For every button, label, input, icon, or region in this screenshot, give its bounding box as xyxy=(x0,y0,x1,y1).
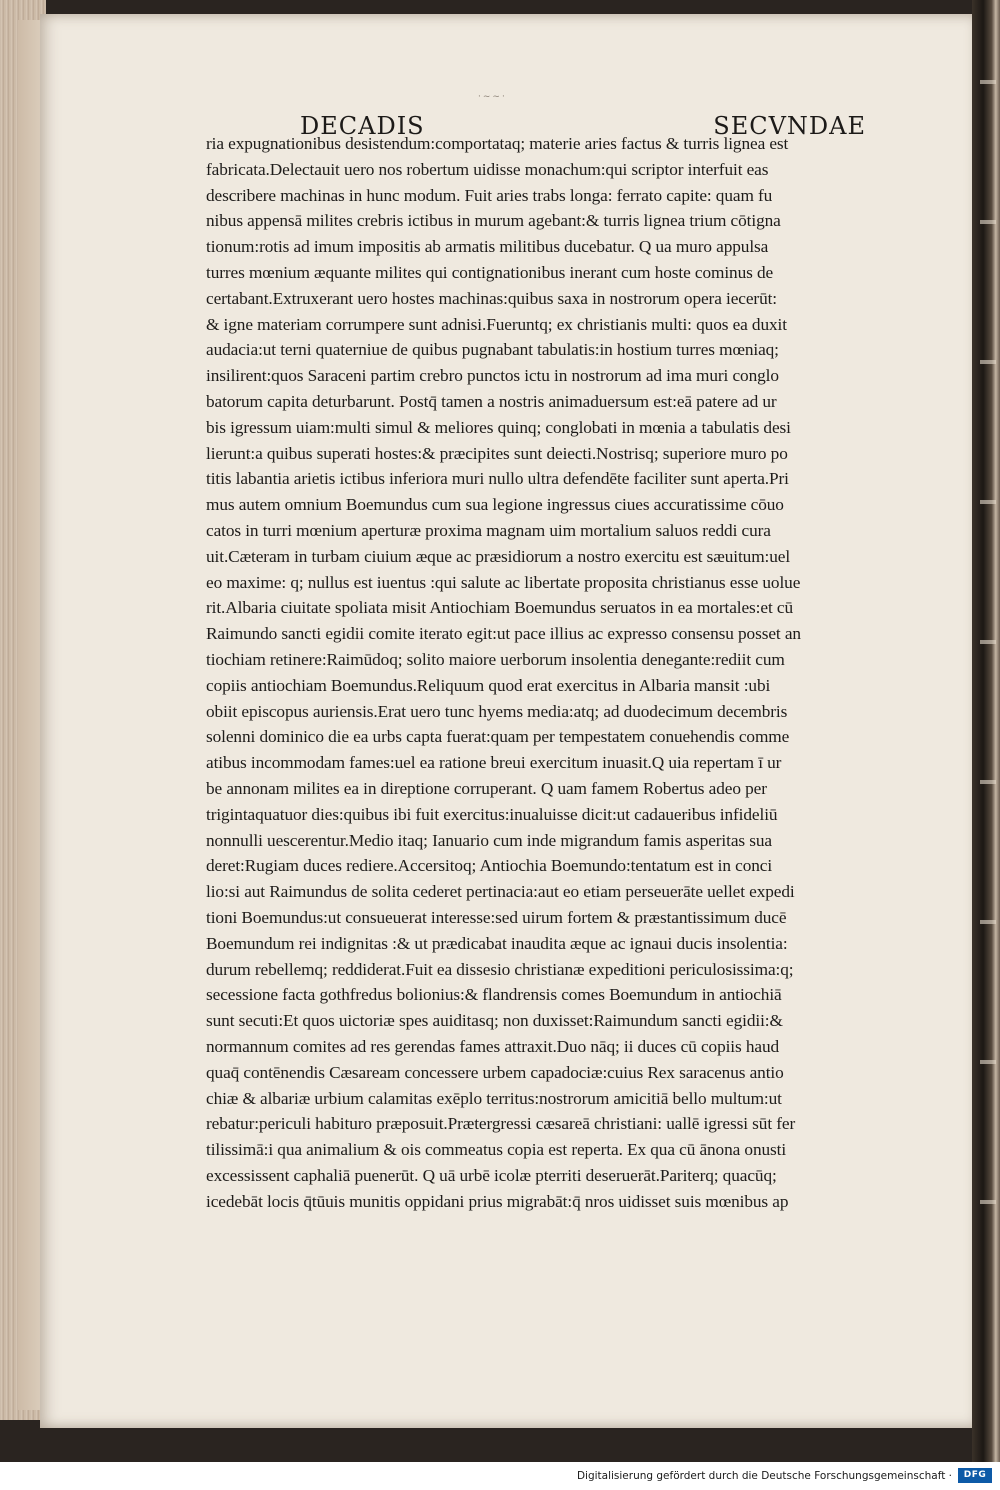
text-line: icedebāt locis q̄tūuis munitis oppidani prius migrabāt:q̄ nros uidisset suis mœnibus ap xyxy=(206,1191,789,1211)
text-line: uit.Cæteram in turbam ciuium æque ac præsidiorum a nostro exercitu est sæuitum:uel xyxy=(206,546,791,566)
text-line: audacia:ut terni quaterniue de quibus pugnabant tabulatis:in hostium turres mœniaq; xyxy=(206,340,779,360)
text-line: chiæ & albariæ urbium calamitas exēplo territus:nostrorum amicitiā bello multum:ut xyxy=(206,1088,782,1108)
text-line: & igne materiam corrumpere sunt adnisi.Fueruntq; ex christianis multi: quos ea duxit xyxy=(206,314,787,334)
text-line: tilissimā:i qua animalium & ois commeatus copia est reperta. Ex qua cū ānona onusti xyxy=(206,1140,787,1160)
footer-credit: Digitalisierung gefördert durch die Deutsche Forschungsgemeinschaft · xyxy=(576,1470,952,1482)
text-line: copiis antiochiam Boemundus.Reliquum quod erat exercitus in Albaria mansit :ubi xyxy=(206,675,771,695)
text-line: ria expugnationibus desistendum:comportataq; materie aries factus & turris lignea est xyxy=(206,134,789,153)
text-line: batorum capita deturbarunt. Postq̄ tamen a nostris animaduersum est:eā patere ad ur xyxy=(206,392,777,411)
text-line: tiochiam retinere:Raimūdoq; solito maiore uerborum insolentia denegante:rediit cum xyxy=(206,650,785,669)
text-line: secessione facta gothfredus bolionius:& flandrensis comes Boemundum in antiochiā xyxy=(206,985,782,1005)
text-line: certabant.Extruxerant uero hostes machinas:quibus saxa in nostrorum opera iecerūt: xyxy=(206,288,778,308)
text-line: excessissent caphaliā puenerūt. Q uā urbē icolæ pterriti deseruerāt.Pariterq; quacūq; xyxy=(206,1166,777,1185)
running-head-left: DECADIS xyxy=(300,112,425,140)
text-line: rebatur:periculi habituro præposuit.Prætergressi cæsareā christiani: uallē igressi sūt fer xyxy=(206,1114,796,1134)
text-line: fabricata.Delectauit uero nos robertum uidisse monachum:qui scriptor interfuit eas xyxy=(206,159,769,179)
text-line: trigintaquatuor dies:quibus ibi fuit exercitus:inualuisse dicit:ut cadaueribus infideliū xyxy=(206,804,778,824)
text-line: Boemundum rei indignitas :& ut prædicabat inaudita æque ac ignaui ducis insolentia: xyxy=(206,933,788,953)
dfg-logo: DFG xyxy=(958,1468,992,1483)
text-line: nonnulli uescerentur.Medio itaq; Ianuario cum inde migrandum famis asperitas sua xyxy=(206,830,772,850)
text-line: quaq̄ contēnendis Cæsaream concessere urbem capadociæ:cuius Rex saracenus antio xyxy=(206,1062,784,1082)
text-line: turres mœnium æquante milites qui contignationibus inerant cum hoste cominus de xyxy=(206,263,774,282)
text-line: nibus appensā milites crebris ictibus in murum agebant:& turris lignea trium cōtigna xyxy=(206,211,781,231)
text-line: deret:Rugiam duces rediere.Accersitoq; Antiochia Boemundo:tentatum est in conci xyxy=(206,856,773,876)
text-line: describere machinas in hunc modum. Fuit aries trabs longa: ferrato capite: quam fu xyxy=(206,185,773,205)
text-line: lierunt:a quibus superati hostes:& præcipites sunt deiecti.Nostrisq; superiore muro po xyxy=(206,443,788,463)
text-line: mus autem omnium Boemundus cum sua legione ingressus ciues accuratissime cōuo xyxy=(206,495,784,515)
text-line: rit.Albaria ciuitate spoliata misit Antiochiam Boemundus seruatos in ea mortales:et cū xyxy=(206,598,793,618)
text-line: lio:si aut Raimundus de solita cederet pertinacia:aut eo etiam perseuerāte uellet expedi xyxy=(206,882,795,902)
text-line: obiit episcopus auriensis.Erat uero tunc hyems media:atq; ad duodecimum decembris xyxy=(206,701,788,721)
text-line: Raimundo sancti egidii comite iterato egit:ut pace illius ac expresso consensu posset an xyxy=(206,624,801,644)
text-line: atibus incommodam fames:uel ea ratione breui exercitum inuasit.Q uia repertam ī ur xyxy=(206,753,782,773)
text-line: normannum comites ad res gerendas fames attraxit.Duo nāq; ii duces cū copiis haud xyxy=(206,1037,780,1056)
text-line: durum rebellemq; reddiderat.Fuit ea dissesio christianæ expeditioni periculosissima:q; xyxy=(206,959,794,979)
text-line: eo maxime: q; nullus est iuentus :qui salute ac libertate proposita christianus esse uolue xyxy=(206,572,801,592)
text-line: solenni dominico die ea urbs capta fuerat:quam per tempestatem conuehendis comme xyxy=(206,727,790,747)
body-text xyxy=(206,133,936,1223)
head-ornament: ·~~· xyxy=(478,92,507,102)
text-line: titis labantia arietis ictibus inferiora muri nullo ultra defendēte faciliter sunt aperta.Pri xyxy=(206,469,789,489)
text-line: sunt secuti:Et quos uictoriæ spes auiditasq; non duxisset:Raimundum sancti egidii:& xyxy=(206,1011,783,1031)
text-line: tionum:rotis ad imum impositis ab armatis militibus ducebatur. Q ua muro appulsa xyxy=(206,237,769,257)
opposite-page-strip xyxy=(980,20,996,1320)
text-line: tioni Boemundus:ut consueuerat interesse:sed uirum fortem & præstantissimum ducē xyxy=(206,908,787,927)
footer-banner xyxy=(0,1462,1000,1490)
text-line: be annonam milites ea in direptione corruperant. Q uam famem Robertus adeo per xyxy=(206,779,767,798)
running-head-right: SECVNDAE xyxy=(713,112,866,140)
text-line: insilirent:quos Saraceni partim crebro punctos ictu in nostrorum ad ima muri conglo xyxy=(206,366,779,386)
text-line: catos in turri mœnium aperturæ proxima magnam uim mortalium saluos reddi cura xyxy=(206,521,771,540)
text-line: bis igressum uiam:multi simul & meliores quinq; conglobati in mœnia a tabulatis desi xyxy=(206,417,791,437)
